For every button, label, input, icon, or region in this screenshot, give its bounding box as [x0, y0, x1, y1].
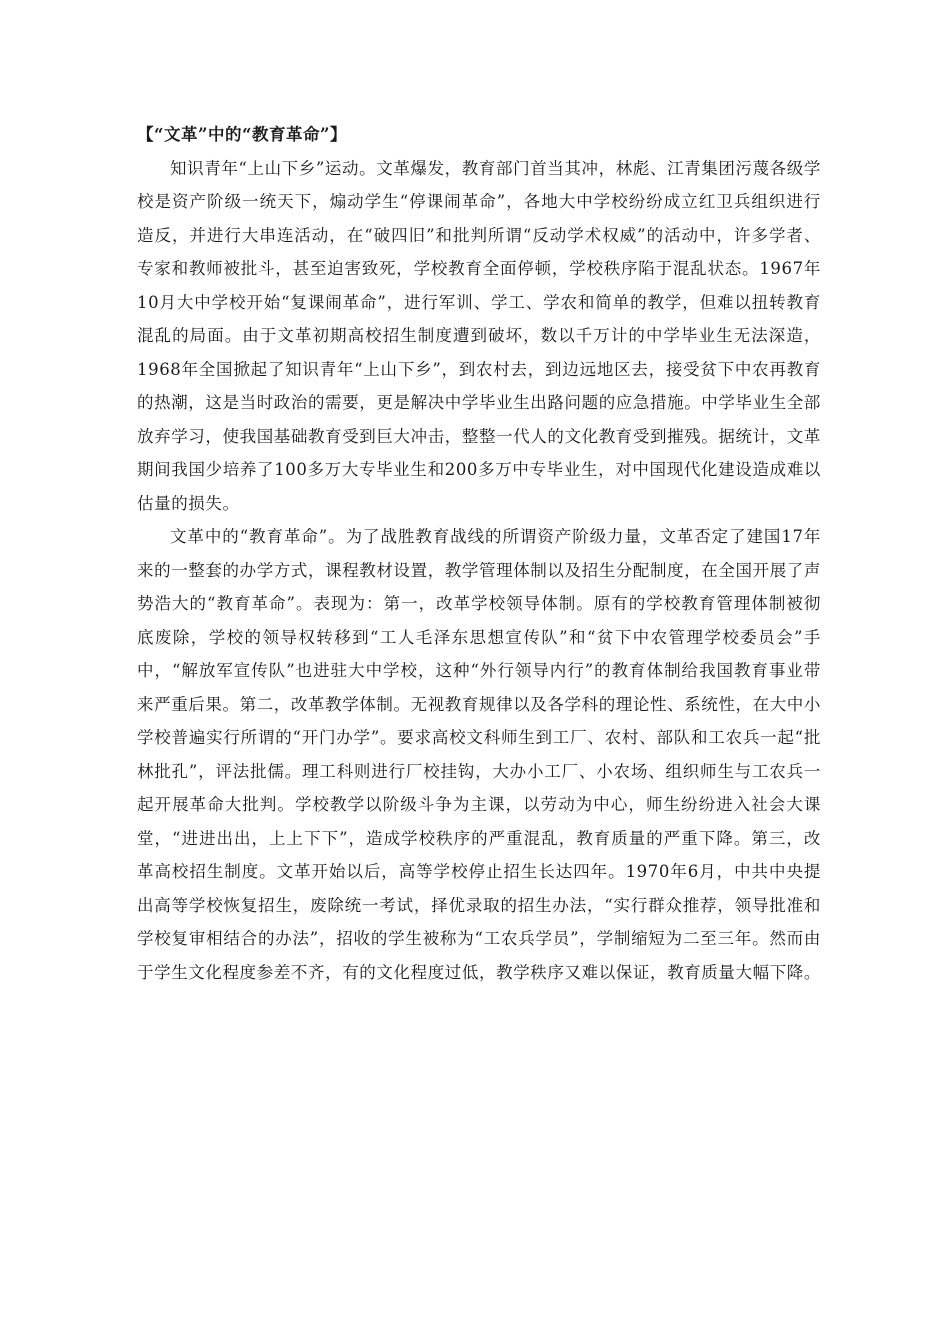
section-heading: 【“文革”中的“教育革命”】: [137, 125, 347, 144]
paragraph-rustication-movement: 知识青年“上山下乡”运动。文革爆发，教育部门首当其冲，林彪、江青集团污蔑各级学校是资产阶级一统天下，煽动学生“停课闹革命”，各地大中学校纷纷成立红卫兵组织进行造反，并进行大串连活动，在“破四旧”和批判所谓“反动学术权威”的活动中，许多学者、专家和教师被批斗，甚至迫害致死，学校教育全面停顿，学校秩序陷于混乱状态。1967年10月大中学校开始“复课闹革命”，进行军训、学工、学农和简单的教学，但难以扭转教育混乱的局面。由于文革初期高校招生制度遭到破坏，数以千万计的中学毕业生无法深造，1968年全国掀起了知识青年“上山下乡”，到农村去，到边远地区去，接受贫下中农再教育的热潮，这是当时政治的需要，更是解决中学毕业生出路问题的应急措施。中学毕业生全部放弃学习，使我国基础教育受到巨大冲击，整整一代人的文化教育受到摧残。据统计，文革期间我国少培养了100多万大专毕业生和200多万中专毕业生，对中国现代化建设造成难以估量的损失。: [137, 158, 821, 513]
paragraph-education-revolution: 文革中的“教育革命”。为了战胜教育战线的所谓资产阶级力量，文革否定了建国17年来的一整套的办学方式，课程教材设置，教学管理体制以及招生分配制度，在全国开展了声势浩大的“教育革命”。表现为：第一，改革学校领导体制。原有的学校教育管理体制被彻底废除，学校的领导权转移到“工人毛泽东思想宣传队”和“贫下中农管理学校委员会”手中，“解放军宣传队”也进驻大中学校，这种“外行领导内行”的教育体制给我国教育事业带来严重后果。第二，改革教学体制。无视教育规律以及各学科的理论性、系统性，在大中小学校普遍实行所谓的“开门办学”。要求高校文科师生到工厂、农村、部队和工农兵一起“批林批孔”，评法批儒。理工科则进行厂校挂钩，大办小工厂、小农场、组织师生与工农兵一起开展革命大批判。学校教学以阶级斗争为主课，以劳动为中心，师生纷纷进入社会大课堂，“进进出出，上上下下”，造成学校秩序的严重混乱，教育质量的严重下降。第三，改革高校招生制度。文革开始以后，高等学校停止招生长达四年。1970年6月，中共中央提出高等学校恢复招生，废除统一考试，择优录取的招生办法，“实行群众推荐，领导批准和学校复审相结合的办法”，招收的学生被称为“工农兵学员”，学制缩短为二至三年。然而由于学生文化程度参差不齐，有的文化程度过低，教学秩序又难以保证，教育质量大幅下降。: [137, 527, 821, 982]
document-body: [137, 118, 821, 989]
